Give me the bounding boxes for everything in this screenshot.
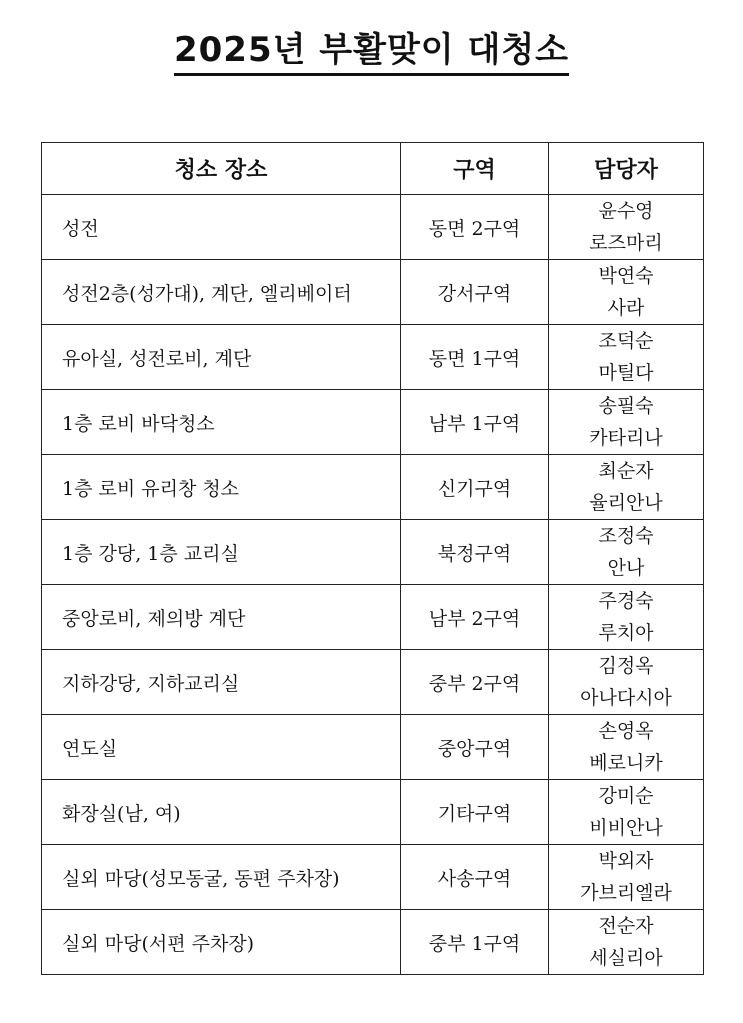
cell-person [549, 195, 704, 260]
table-row [42, 260, 704, 325]
table-row [42, 195, 704, 260]
cell-zone: 중앙구역 [401, 715, 549, 780]
person-name: 주경숙 [598, 590, 654, 612]
cell-place: 성전 [42, 195, 401, 260]
person-name: 박외자 [598, 850, 654, 872]
table-row [42, 325, 704, 390]
person-baptismal-name: 세실리아 [589, 947, 663, 969]
cell-place: 1층 로비 유리창 청소 [42, 455, 401, 520]
document-title [0, 28, 743, 76]
cell-zone: 남부 1구역 [401, 390, 549, 455]
cell-zone: 강서구역 [401, 260, 549, 325]
person-baptismal-name: 사라 [607, 297, 645, 319]
person-baptismal-name: 비비안나 [589, 817, 663, 839]
table-row [42, 780, 704, 845]
cell-person [549, 780, 704, 845]
cell-zone: 중부 2구역 [401, 650, 549, 715]
person-baptismal-name: 아나다시아 [580, 687, 672, 709]
cell-person [549, 260, 704, 325]
header-zone: 구역 [401, 143, 549, 195]
cell-place: 실외 마당(성모동굴, 동편 주차장) [42, 845, 401, 910]
cleaning-assignment-table [41, 142, 704, 975]
cell-place: 1층 로비 바닥청소 [42, 390, 401, 455]
cell-place: 지하강당, 지하교리실 [42, 650, 401, 715]
cell-zone: 중부 1구역 [401, 910, 549, 975]
table-row [42, 455, 704, 520]
person-baptismal-name: 로즈마리 [589, 232, 663, 254]
table-row [42, 910, 704, 975]
cell-person [549, 455, 704, 520]
person-baptismal-name: 가브리엘라 [580, 882, 672, 904]
cell-zone: 남부 2구역 [401, 585, 549, 650]
person-name: 조정숙 [598, 525, 654, 547]
cell-person [549, 650, 704, 715]
cell-zone: 북정구역 [401, 520, 549, 585]
cell-place: 실외 마당(서편 주차장) [42, 910, 401, 975]
person-name: 송필숙 [598, 395, 654, 417]
person-baptismal-name: 루치아 [598, 622, 654, 644]
cell-zone: 사송구역 [401, 845, 549, 910]
cell-zone: 동면 2구역 [401, 195, 549, 260]
cell-place: 성전2층(성가대), 계단, 엘리베이터 [42, 260, 401, 325]
cell-zone: 동면 1구역 [401, 325, 549, 390]
cell-person [549, 910, 704, 975]
person-name: 박연숙 [598, 265, 654, 287]
cell-zone: 기타구역 [401, 780, 549, 845]
table-row [42, 390, 704, 455]
person-name: 윤수영 [598, 200, 654, 222]
cell-place: 중앙로비, 제의방 계단 [42, 585, 401, 650]
cell-place: 유아실, 성전로비, 계단 [42, 325, 401, 390]
table-row [42, 585, 704, 650]
table-row [42, 845, 704, 910]
person-name: 김정옥 [598, 655, 654, 677]
person-name: 최순자 [598, 460, 654, 482]
person-baptismal-name: 카타리나 [589, 427, 663, 449]
cell-person [549, 845, 704, 910]
cell-zone: 신기구역 [401, 455, 549, 520]
table-header-row [42, 143, 704, 195]
cell-person [549, 390, 704, 455]
cell-person [549, 715, 704, 780]
person-baptismal-name: 마틸다 [598, 362, 654, 384]
cell-person [549, 585, 704, 650]
cell-person [549, 520, 704, 585]
table-row [42, 715, 704, 780]
person-baptismal-name: 베로니카 [589, 752, 663, 774]
table-row [42, 650, 704, 715]
cell-place: 1층 강당, 1층 교리실 [42, 520, 401, 585]
document-title-text: 2025년 부활맞이 대청소 [174, 28, 569, 76]
header-place: 청소 장소 [42, 143, 401, 195]
cell-place: 연도실 [42, 715, 401, 780]
person-name: 강미순 [598, 785, 654, 807]
person-baptismal-name: 율리안나 [589, 492, 663, 514]
table-body [42, 195, 704, 975]
person-name: 손영옥 [598, 720, 654, 742]
header-person: 담당자 [549, 143, 704, 195]
person-name: 전순자 [598, 915, 654, 937]
person-baptismal-name: 안나 [607, 557, 645, 579]
person-name: 조덕순 [598, 330, 654, 352]
table-row [42, 520, 704, 585]
cell-place: 화장실(남, 여) [42, 780, 401, 845]
cell-person [549, 325, 704, 390]
